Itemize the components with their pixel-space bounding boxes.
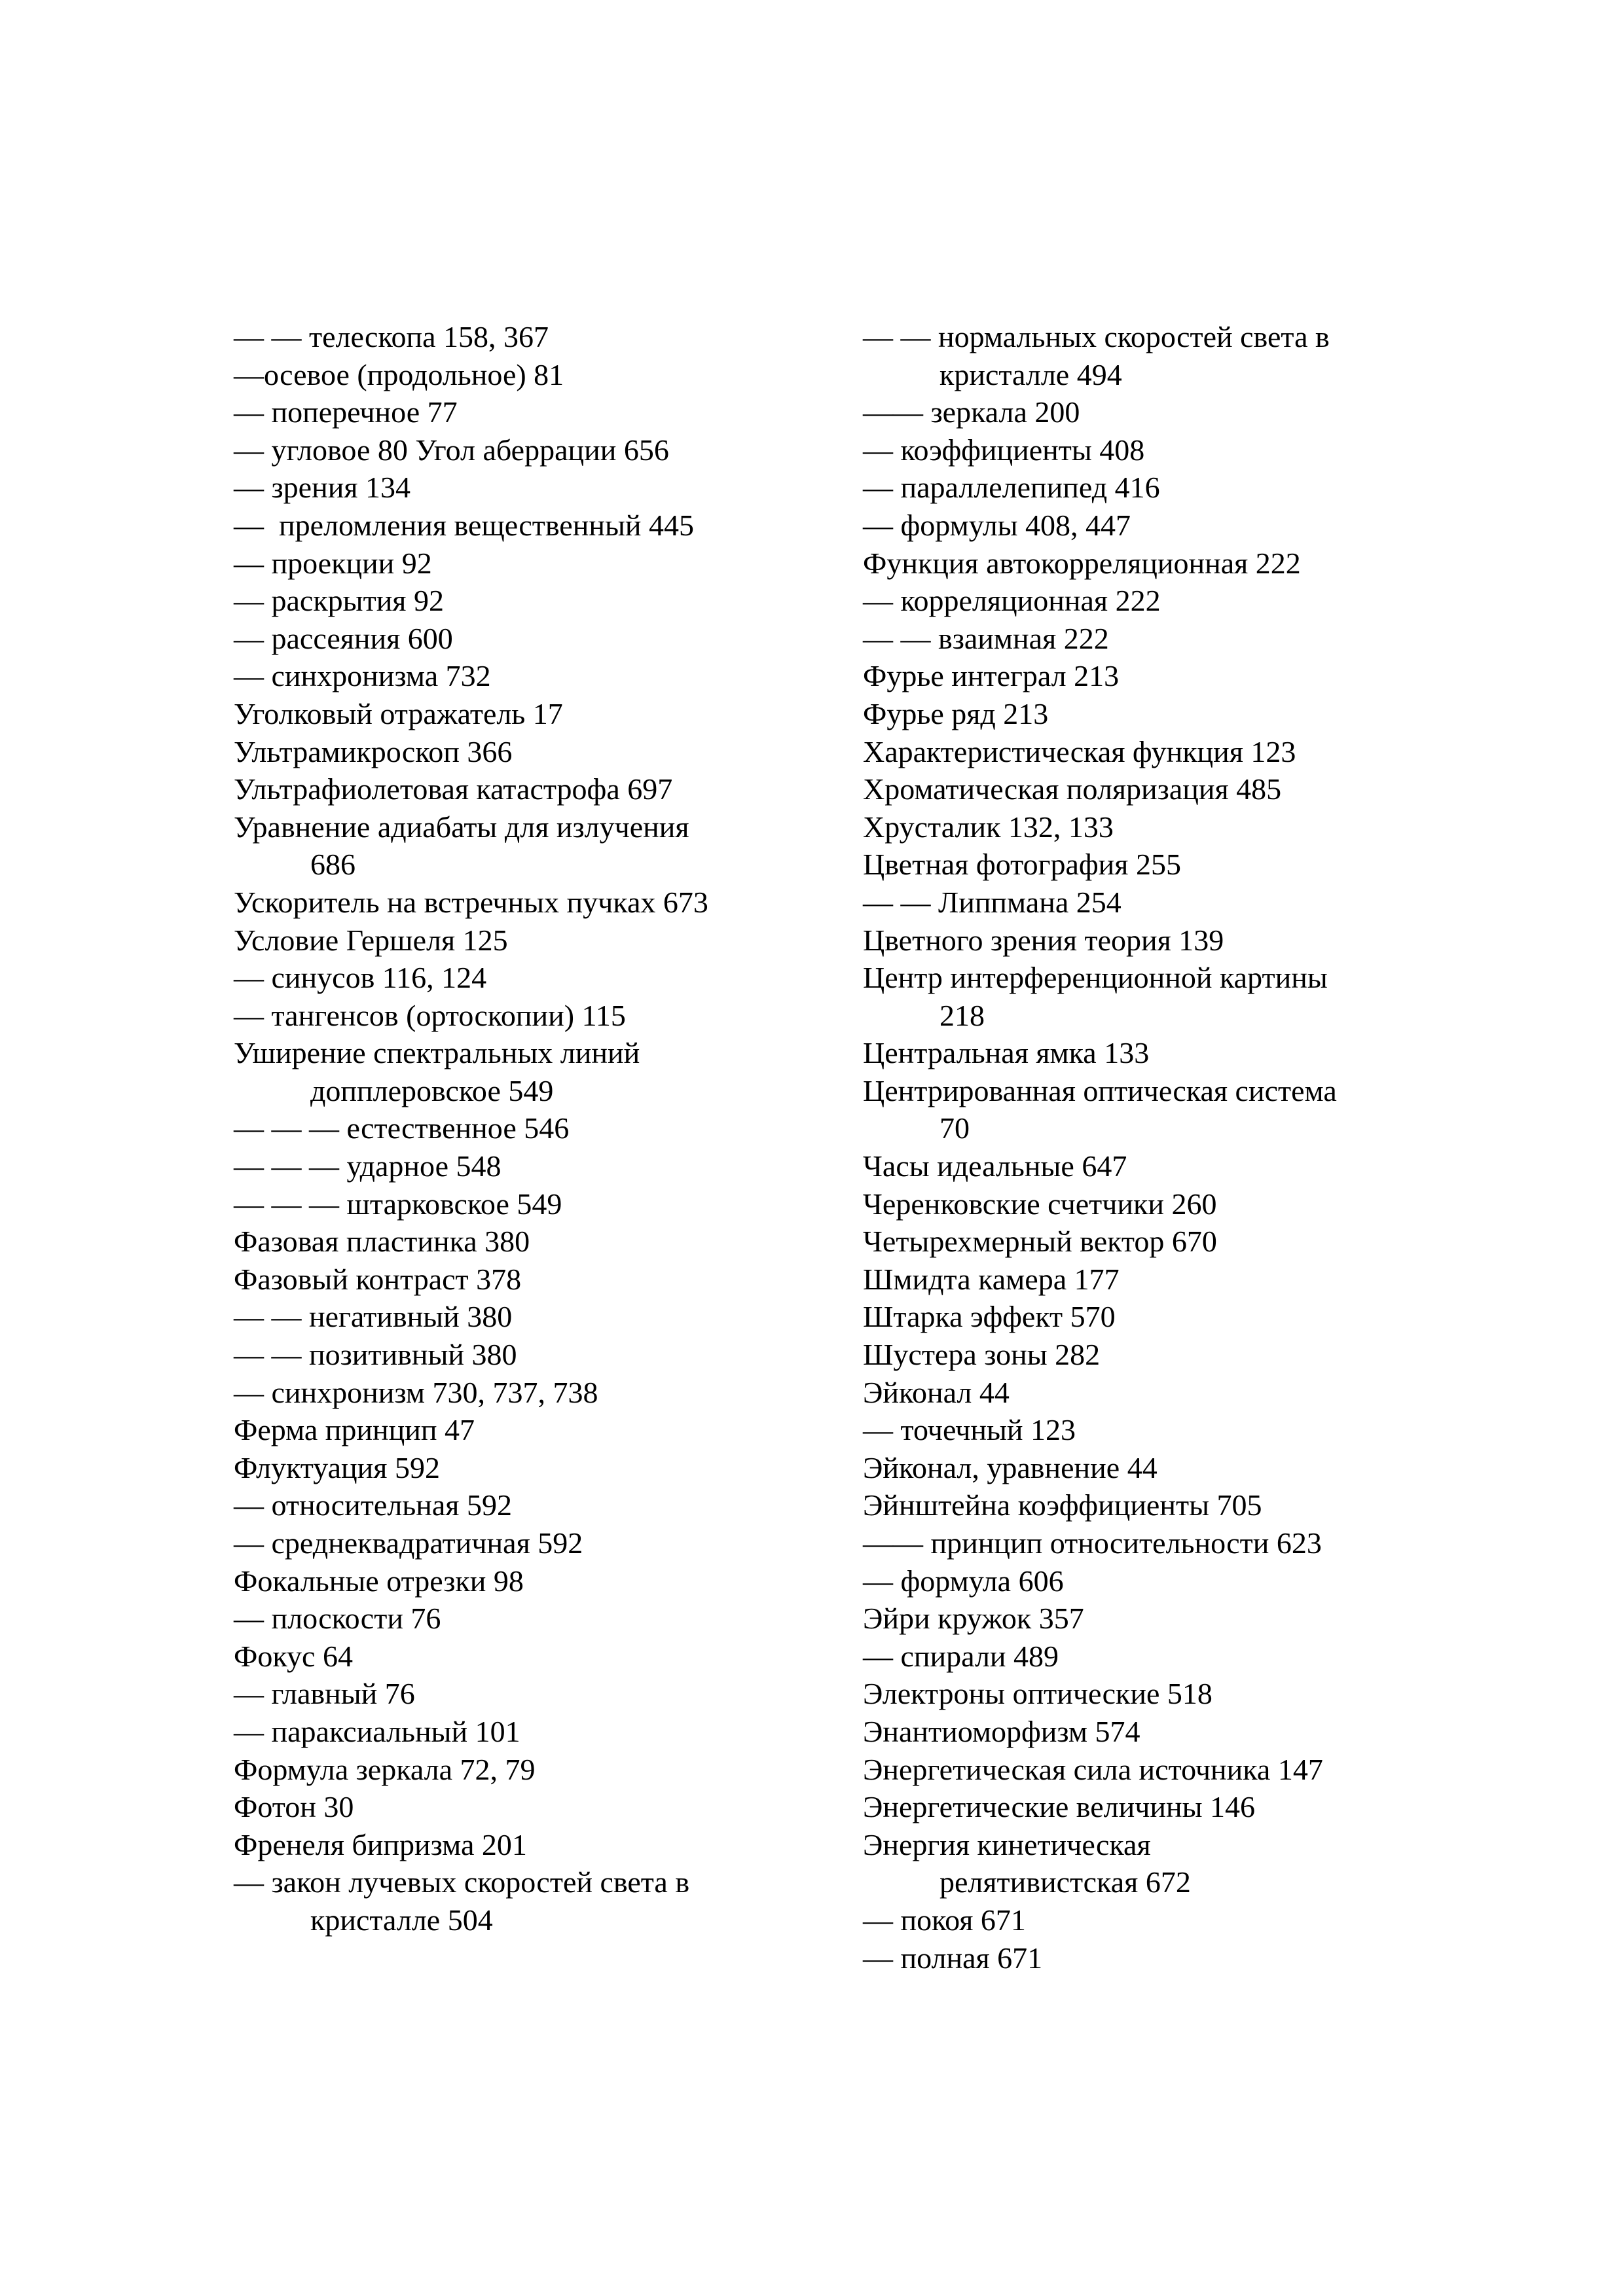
index-entry: — покоя 671 [863,1903,1026,1937]
index-entry: Фазовый контраст 378 [234,1262,522,1296]
index-entry: — синусов 116, 124 [234,961,487,995]
index-entry: кристалле 494 [939,357,1122,391]
index-entry: Флуктуация 592 [234,1450,440,1484]
index-entry: Энергия кинетическая [863,1827,1151,1861]
index-entry: — параллелепипед 416 [863,471,1160,505]
index-entry: — параксиальный 101 [234,1714,520,1748]
index-entry: Цветного зрения теория 139 [863,923,1224,957]
index-entry: — точечный 123 [863,1413,1076,1447]
index-entry: — — негативный 380 [234,1300,513,1334]
index-entry: кристалле 504 [310,1903,493,1937]
index-column-left [234,318,810,1939]
index-entry: Ферма принцип 47 [234,1413,475,1447]
index-entry: Энергетическая сила источника 147 [863,1752,1323,1786]
index-entry: Ультрафиолетовая катастрофа 697 [234,772,673,806]
index-entry: — — нормальных скоростей света в [863,320,1330,353]
index-entry: —осевое (продольное) 81 [234,357,564,391]
index-entry: — угловое 80 Угол аберрации 656 [234,433,669,467]
index-entry: Центрированная оптическая система [863,1073,1337,1107]
index-column-right [863,318,1439,1977]
index-entry: Уголковый отражатель 17 [234,696,563,730]
index-entry: Энантиоморфизм 574 [863,1714,1140,1748]
index-entry: — корреляционная 222 [863,584,1161,618]
index-entry: Четырехмерный вектор 670 [863,1225,1217,1259]
index-entry: — — телескопа 158, 367 [234,320,549,353]
index-entry: Центр интерференционной картины [863,961,1328,995]
index-entry: — — — штарковское 549 [234,1187,562,1221]
index-entry: Фотон 30 [234,1790,354,1824]
index-entry: Хроматическая поляризация 485 [863,772,1282,806]
index-entry: 218 [939,998,985,1032]
index-entry: — синхронизма 732 [234,659,491,693]
index-entry: Шустера зоны 282 [863,1338,1101,1372]
index-entry: — тангенсов (ортоскопии) 115 [234,998,626,1032]
index-entry: — — Липпмана 254 [863,885,1122,919]
index-entry: — коэффициенты 408 [863,433,1145,467]
index-entry: Эйконал, уравнение 44 [863,1450,1158,1484]
index-entry: Фурье ряд 213 [863,696,1049,730]
index-entry: — плоскости 76 [234,1602,441,1636]
index-entry: Условие Гершеля 125 [234,923,508,957]
index-entry: 686 [310,848,356,882]
index-entry: — проекции 92 [234,546,432,580]
index-entry: Цветная фотография 255 [863,848,1181,882]
index-entry: Энергетические величины 146 [863,1790,1256,1824]
index-entry: — рассеяния 600 [234,621,453,655]
index-entry: — среднеквадратичная 592 [234,1526,583,1560]
index-entry: —— принцип относительности 623 [863,1526,1322,1560]
index-entry: — главный 76 [234,1677,415,1711]
index-entry: — спирали 489 [863,1639,1059,1673]
index-entry: — — позитивный 380 [234,1338,517,1372]
index-entry: — относительная 592 [234,1488,512,1522]
index-entry: — полная 671 [863,1941,1043,1975]
index-entry: — зрения 134 [234,471,410,505]
index-entry: Центральная ямка 133 [863,1036,1150,1070]
index-entry: — формула 606 [863,1564,1064,1598]
index-entry: релятивистская 672 [939,1865,1191,1899]
index-entry: Ускоритель на встречных пучках 673 [234,885,708,919]
index-entry: — преломления вещественный 445 [234,508,694,542]
index-entry: Характеристическая функция 123 [863,734,1296,768]
index-entry: — формулы 408, 447 [863,508,1131,542]
index-entry: — — — естественное 546 [234,1111,570,1145]
index-entry: Эйри кружок 357 [863,1602,1084,1636]
index-entry: — поперечное 77 [234,395,458,429]
index-entry: 70 [939,1111,970,1145]
index-entry: допплеровское 549 [310,1073,554,1107]
index-entry: Шмидта камера 177 [863,1262,1120,1296]
index-entry: Фурье интеграл 213 [863,659,1120,693]
index-entry: Черенковские счетчики 260 [863,1187,1217,1221]
index-entry: Формула зеркала 72, 79 [234,1752,536,1786]
index-entry: Фокальные отрезки 98 [234,1564,524,1598]
index-entry: Фокус 64 [234,1639,353,1673]
index-entry: Френеля бипризма 201 [234,1827,527,1861]
index-entry: Фазовая пластинка 380 [234,1225,530,1259]
index-entry: — раскрытия 92 [234,584,444,618]
index-entry: Уширение спектральных линий [234,1036,640,1070]
index-entry: Штарка эффект 570 [863,1300,1116,1334]
index-entry: Ультрамикроскоп 366 [234,734,513,768]
index-entry: — синхронизм 730, 737, 738 [234,1375,598,1409]
index-entry: Эйнштейна коэффициенты 705 [863,1488,1262,1522]
index-entry: —— зеркала 200 [863,395,1080,429]
index-entry: Электроны оптические 518 [863,1677,1213,1711]
index-entry: Хрусталик 132, 133 [863,810,1114,844]
index-entry: Часы идеальные 647 [863,1149,1127,1183]
index-entry: — — взаимная 222 [863,621,1109,655]
index-entry: Функция автокорреляционная 222 [863,546,1301,580]
index-entry: — закон лучевых скоростей света в [234,1865,690,1899]
index-entry: Эйконал 44 [863,1375,1010,1409]
index-entry: — — — ударное 548 [234,1149,501,1183]
index-entry: Уравнение адиабаты для излучения [234,810,689,844]
